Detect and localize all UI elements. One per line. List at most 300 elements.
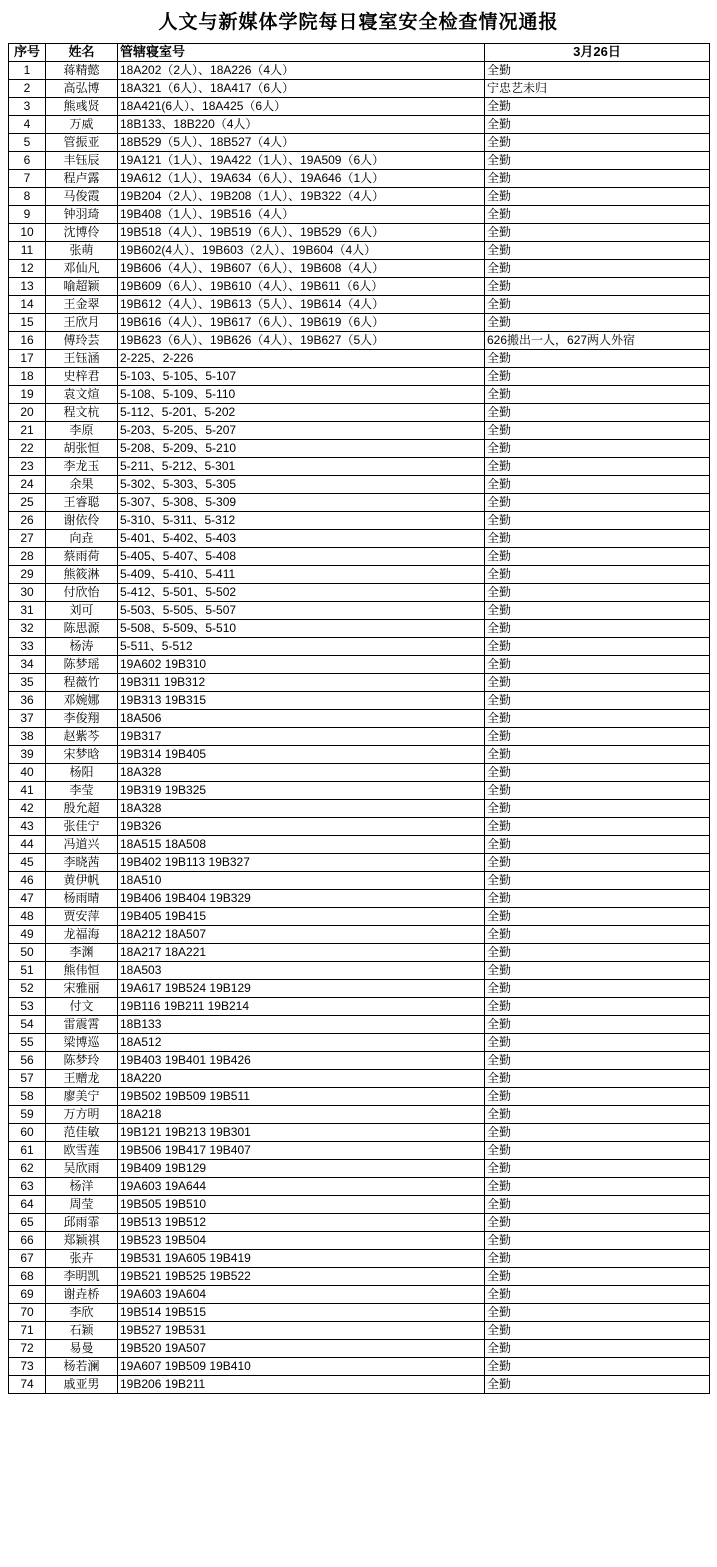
cell-name: 陈思源	[46, 619, 118, 637]
cell-index: 19	[9, 385, 46, 403]
cell-name: 蒋精懿	[46, 61, 118, 79]
table-row	[9, 1321, 710, 1339]
cell-name: 管振亚	[46, 133, 118, 151]
cell-rooms: 5-405、5-407、5-408	[118, 547, 485, 565]
cell-status: 全勤	[485, 853, 710, 871]
cell-status: 全勤	[485, 1303, 710, 1321]
cell-name: 张卉	[46, 1249, 118, 1267]
cell-status: 全勤	[485, 799, 710, 817]
table-row	[9, 1357, 710, 1375]
cell-rooms: 5-401、5-402、5-403	[118, 529, 485, 547]
table-row	[9, 313, 710, 331]
table-row	[9, 709, 710, 727]
cell-rooms: 19B606（4人）、19B607（6人）、19B608（4人）	[118, 259, 485, 277]
cell-status: 全勤	[485, 673, 710, 691]
table-row	[9, 133, 710, 151]
cell-status: 全勤	[485, 115, 710, 133]
cell-status: 全勤	[485, 223, 710, 241]
cell-name: 沈博伶	[46, 223, 118, 241]
cell-status: 全勤	[485, 691, 710, 709]
cell-name: 王欣月	[46, 313, 118, 331]
table-row	[9, 853, 710, 871]
column-header-index: 序号	[9, 43, 46, 61]
cell-rooms: 19B311 19B312	[118, 673, 485, 691]
cell-name: 李渊	[46, 943, 118, 961]
cell-rooms: 19B121 19B213 19B301	[118, 1123, 485, 1141]
page-title: 人文与新媒体学院每日寝室安全检查情况通报	[158, 12, 559, 33]
cell-name: 熊彧贤	[46, 97, 118, 115]
table-row	[9, 1159, 710, 1177]
cell-index: 5	[9, 133, 46, 151]
cell-name: 钟羽琦	[46, 205, 118, 223]
cell-status: 全勤	[485, 745, 710, 763]
table-row	[9, 115, 710, 133]
cell-index: 45	[9, 853, 46, 871]
cell-status: 全勤	[485, 763, 710, 781]
table-row	[9, 79, 710, 97]
cell-index: 49	[9, 925, 46, 943]
cell-index: 26	[9, 511, 46, 529]
cell-rooms: 18A328	[118, 763, 485, 781]
cell-status: 全勤	[485, 601, 710, 619]
cell-status: 全勤	[485, 187, 710, 205]
table-row	[9, 745, 710, 763]
cell-index: 74	[9, 1375, 46, 1393]
cell-rooms: 5-302、5-303、5-305	[118, 475, 485, 493]
cell-rooms: 5-511、5-512	[118, 637, 485, 655]
table-row	[9, 691, 710, 709]
cell-rooms: 19B502 19B509 19B511	[118, 1087, 485, 1105]
cell-status: 全勤	[485, 871, 710, 889]
table-row	[9, 151, 710, 169]
cell-index: 6	[9, 151, 46, 169]
cell-index: 15	[9, 313, 46, 331]
cell-status: 全勤	[485, 1141, 710, 1159]
cell-name: 王赠龙	[46, 1069, 118, 1087]
cell-status: 全勤	[485, 421, 710, 439]
cell-index: 70	[9, 1303, 46, 1321]
cell-index: 68	[9, 1267, 46, 1285]
cell-rooms: 18A503	[118, 961, 485, 979]
cell-name: 史梓君	[46, 367, 118, 385]
table-header	[9, 43, 710, 61]
table-row	[9, 511, 710, 529]
table-row	[9, 1249, 710, 1267]
cell-rooms: 19B612（4人）、19B613（5人）、19B614（4人）	[118, 295, 485, 313]
cell-rooms: 18A328	[118, 799, 485, 817]
cell-rooms: 5-307、5-308、5-309	[118, 493, 485, 511]
cell-rooms: 19B616（4人）、19B617（6人）、19B619（6人）	[118, 313, 485, 331]
table-row	[9, 1177, 710, 1195]
cell-status: 全勤	[485, 781, 710, 799]
cell-name: 杨若澜	[46, 1357, 118, 1375]
table-row	[9, 817, 710, 835]
cell-name: 欧雪莲	[46, 1141, 118, 1159]
cell-index: 51	[9, 961, 46, 979]
table-row	[9, 997, 710, 1015]
dorm-inspection-table	[8, 43, 710, 1394]
cell-name: 马俊霞	[46, 187, 118, 205]
table-row	[9, 421, 710, 439]
cell-name: 程卢露	[46, 169, 118, 187]
table-row	[9, 403, 710, 421]
cell-status: 626搬出一人，627两人外宿	[485, 331, 710, 349]
cell-index: 41	[9, 781, 46, 799]
cell-status: 全勤	[485, 1123, 710, 1141]
cell-name: 吴欣雨	[46, 1159, 118, 1177]
cell-name: 殷允超	[46, 799, 118, 817]
cell-rooms: 19B623（6人）、19B626（4人）、19B627（5人）	[118, 331, 485, 349]
cell-index: 42	[9, 799, 46, 817]
cell-index: 18	[9, 367, 46, 385]
table-row	[9, 673, 710, 691]
table-row	[9, 295, 710, 313]
table-row	[9, 763, 710, 781]
cell-index: 36	[9, 691, 46, 709]
cell-name: 张佳宁	[46, 817, 118, 835]
cell-status: 全勤	[485, 1375, 710, 1393]
table-row	[9, 619, 710, 637]
cell-name: 王金翠	[46, 295, 118, 313]
cell-name: 石颖	[46, 1321, 118, 1339]
cell-status: 全勤	[485, 61, 710, 79]
cell-status: 全勤	[485, 385, 710, 403]
cell-index: 61	[9, 1141, 46, 1159]
cell-index: 62	[9, 1159, 46, 1177]
cell-index: 12	[9, 259, 46, 277]
table-row	[9, 907, 710, 925]
cell-status: 全勤	[485, 727, 710, 745]
cell-status: 全勤	[485, 655, 710, 673]
cell-status: 全勤	[485, 277, 710, 295]
cell-rooms: 18A218	[118, 1105, 485, 1123]
cell-name: 杨雨晴	[46, 889, 118, 907]
cell-status: 全勤	[485, 925, 710, 943]
table-row	[9, 241, 710, 259]
cell-rooms: 5-103、5-105、5-107	[118, 367, 485, 385]
cell-rooms: 5-203、5-205、5-207	[118, 421, 485, 439]
cell-name: 梁博巡	[46, 1033, 118, 1051]
cell-name: 范佳敏	[46, 1123, 118, 1141]
table-row	[9, 457, 710, 475]
table-row	[9, 961, 710, 979]
cell-index: 63	[9, 1177, 46, 1195]
cell-rooms: 19B527 19B531	[118, 1321, 485, 1339]
cell-rooms: 19B602(4人）、19B603（2人）、19B604（4人）	[118, 241, 485, 259]
cell-name: 谢依伶	[46, 511, 118, 529]
table-row	[9, 223, 710, 241]
cell-index: 31	[9, 601, 46, 619]
cell-index: 73	[9, 1357, 46, 1375]
cell-rooms: 19B505 19B510	[118, 1195, 485, 1213]
cell-status: 全勤	[485, 979, 710, 997]
table-row	[9, 187, 710, 205]
cell-status: 全勤	[485, 1285, 710, 1303]
cell-rooms: 5-310、5-311、5-312	[118, 511, 485, 529]
cell-rooms: 18A212 18A507	[118, 925, 485, 943]
table-row	[9, 655, 710, 673]
cell-index: 57	[9, 1069, 46, 1087]
cell-rooms: 19B521 19B525 19B522	[118, 1267, 485, 1285]
table-row	[9, 61, 710, 79]
cell-status: 全勤	[485, 1339, 710, 1357]
table-row	[9, 547, 710, 565]
cell-index: 38	[9, 727, 46, 745]
table-row	[9, 1375, 710, 1393]
cell-index: 50	[9, 943, 46, 961]
cell-rooms: 5-503、5-505、5-507	[118, 601, 485, 619]
cell-status: 全勤	[485, 1195, 710, 1213]
table-row	[9, 565, 710, 583]
table-row	[9, 601, 710, 619]
cell-index: 7	[9, 169, 46, 187]
cell-rooms: 19B204（2人）、19B208（1人）、19B322（4人）	[118, 187, 485, 205]
table-row	[9, 1123, 710, 1141]
table-header-row	[9, 43, 710, 61]
table-row	[9, 1069, 710, 1087]
cell-name: 陈梦玲	[46, 1051, 118, 1069]
cell-status: 全勤	[485, 637, 710, 655]
cell-name: 袁文煊	[46, 385, 118, 403]
cell-name: 冯道兴	[46, 835, 118, 853]
cell-name: 丰钰辰	[46, 151, 118, 169]
cell-rooms: 19B402 19B113 19B327	[118, 853, 485, 871]
cell-name: 程薇竹	[46, 673, 118, 691]
cell-rooms: 19B206 19B211	[118, 1375, 485, 1393]
cell-status: 全勤	[485, 961, 710, 979]
table-row	[9, 925, 710, 943]
cell-index: 40	[9, 763, 46, 781]
cell-status: 全勤	[485, 241, 710, 259]
cell-status: 全勤	[485, 1267, 710, 1285]
cell-status: 全勤	[485, 1087, 710, 1105]
cell-rooms: 5-108、5-109、5-110	[118, 385, 485, 403]
cell-name: 周莹	[46, 1195, 118, 1213]
cell-name: 李莹	[46, 781, 118, 799]
cell-status: 全勤	[485, 403, 710, 421]
cell-index: 16	[9, 331, 46, 349]
cell-name: 张萌	[46, 241, 118, 259]
cell-index: 46	[9, 871, 46, 889]
cell-name: 李俊翔	[46, 709, 118, 727]
cell-name: 刘可	[46, 601, 118, 619]
cell-rooms: 18A202（2人）、18A226（4人）	[118, 61, 485, 79]
cell-rooms: 19A607 19B509 19B410	[118, 1357, 485, 1375]
cell-status: 全勤	[485, 367, 710, 385]
cell-name: 宋雅丽	[46, 979, 118, 997]
cell-index: 39	[9, 745, 46, 763]
cell-rooms: 18B133、18B220（4人）	[118, 115, 485, 133]
cell-name: 李欣	[46, 1303, 118, 1321]
table-row	[9, 637, 710, 655]
cell-index: 29	[9, 565, 46, 583]
cell-rooms: 19B326	[118, 817, 485, 835]
cell-rooms: 18A421(6人）、18A425（6人）	[118, 97, 485, 115]
cell-name: 郑颖祺	[46, 1231, 118, 1249]
cell-index: 54	[9, 1015, 46, 1033]
cell-name: 胡张恒	[46, 439, 118, 457]
cell-index: 67	[9, 1249, 46, 1267]
cell-index: 43	[9, 817, 46, 835]
table-row	[9, 871, 710, 889]
cell-status: 全勤	[485, 709, 710, 727]
cell-name: 杨阳	[46, 763, 118, 781]
cell-status: 全勤	[485, 1051, 710, 1069]
cell-rooms: 18A515 18A508	[118, 835, 485, 853]
cell-rooms: 19B518（4人）、19B519（6人）、19B529（6人）	[118, 223, 485, 241]
cell-index: 35	[9, 673, 46, 691]
cell-index: 24	[9, 475, 46, 493]
cell-status: 全勤	[485, 1321, 710, 1339]
cell-index: 3	[9, 97, 46, 115]
table-row	[9, 1213, 710, 1231]
cell-status: 全勤	[485, 547, 710, 565]
cell-status: 全勤	[485, 943, 710, 961]
cell-name: 谢垚桥	[46, 1285, 118, 1303]
cell-rooms: 18A220	[118, 1069, 485, 1087]
cell-index: 59	[9, 1105, 46, 1123]
cell-name: 戚亚男	[46, 1375, 118, 1393]
cell-rooms: 5-112、5-201、5-202	[118, 403, 485, 421]
cell-status: 全勤	[485, 475, 710, 493]
cell-name: 易曼	[46, 1339, 118, 1357]
cell-rooms: 18A321（6人）、18A417（6人）	[118, 79, 485, 97]
cell-rooms: 18B529（5人）、18B527（4人）	[118, 133, 485, 151]
cell-index: 4	[9, 115, 46, 133]
cell-index: 13	[9, 277, 46, 295]
cell-index: 58	[9, 1087, 46, 1105]
cell-name: 熊伟恒	[46, 961, 118, 979]
cell-index: 55	[9, 1033, 46, 1051]
column-header-status: 3月26日	[485, 43, 710, 61]
cell-name: 付欣怡	[46, 583, 118, 601]
cell-name: 傅玲芸	[46, 331, 118, 349]
cell-index: 48	[9, 907, 46, 925]
cell-rooms: 18A217 18A221	[118, 943, 485, 961]
cell-index: 64	[9, 1195, 46, 1213]
cell-status: 全勤	[485, 1069, 710, 1087]
cell-index: 9	[9, 205, 46, 223]
cell-name: 杨涛	[46, 637, 118, 655]
table-row	[9, 1033, 710, 1051]
cell-name: 万威	[46, 115, 118, 133]
cell-rooms: 19B403 19B401 19B426	[118, 1051, 485, 1069]
cell-name: 赵紫芩	[46, 727, 118, 745]
cell-status: 全勤	[485, 1231, 710, 1249]
table-row	[9, 439, 710, 457]
table-row	[9, 1087, 710, 1105]
cell-name: 邓仙凡	[46, 259, 118, 277]
cell-index: 69	[9, 1285, 46, 1303]
cell-name: 杨洋	[46, 1177, 118, 1195]
table-row	[9, 97, 710, 115]
cell-rooms: 19B506 19B417 19B407	[118, 1141, 485, 1159]
cell-name: 向垚	[46, 529, 118, 547]
table-row	[9, 1231, 710, 1249]
table-body	[9, 61, 710, 1393]
cell-name: 高弘博	[46, 79, 118, 97]
cell-status: 全勤	[485, 1249, 710, 1267]
cell-status: 全勤	[485, 457, 710, 475]
cell-status: 全勤	[485, 835, 710, 853]
cell-rooms: 19A603 19A604	[118, 1285, 485, 1303]
cell-rooms: 18A512	[118, 1033, 485, 1051]
cell-index: 22	[9, 439, 46, 457]
cell-status: 全勤	[485, 889, 710, 907]
cell-status: 全勤	[485, 1159, 710, 1177]
cell-index: 23	[9, 457, 46, 475]
cell-index: 27	[9, 529, 46, 547]
cell-status: 全勤	[485, 1357, 710, 1375]
cell-rooms: 18A510	[118, 871, 485, 889]
cell-name: 龙福海	[46, 925, 118, 943]
table-row	[9, 1285, 710, 1303]
cell-name: 王钰涵	[46, 349, 118, 367]
cell-status: 全勤	[485, 169, 710, 187]
cell-rooms: 5-211、5-212、5-301	[118, 457, 485, 475]
cell-name: 黄伊帆	[46, 871, 118, 889]
table-row	[9, 331, 710, 349]
cell-index: 53	[9, 997, 46, 1015]
cell-name: 邱雨霏	[46, 1213, 118, 1231]
cell-index: 17	[9, 349, 46, 367]
table-row	[9, 1015, 710, 1033]
table-row	[9, 583, 710, 601]
cell-name: 万方明	[46, 1105, 118, 1123]
cell-name: 李晓茜	[46, 853, 118, 871]
cell-index: 8	[9, 187, 46, 205]
cell-rooms: 18B133	[118, 1015, 485, 1033]
cell-index: 14	[9, 295, 46, 313]
cell-rooms: 19A612（1人）、19A634（6人）、19A646（1人）	[118, 169, 485, 187]
table-row	[9, 349, 710, 367]
cell-index: 44	[9, 835, 46, 853]
table-row	[9, 529, 710, 547]
cell-rooms: 19B319 19B325	[118, 781, 485, 799]
cell-rooms: 19B406 19B404 19B329	[118, 889, 485, 907]
cell-index: 32	[9, 619, 46, 637]
cell-rooms: 19B514 19B515	[118, 1303, 485, 1321]
cell-rooms: 19A121（1人）、19A422（1人）、19A509（6人）	[118, 151, 485, 169]
cell-index: 56	[9, 1051, 46, 1069]
cell-status: 全勤	[485, 511, 710, 529]
cell-index: 71	[9, 1321, 46, 1339]
cell-status: 全勤	[485, 529, 710, 547]
cell-name: 程文杭	[46, 403, 118, 421]
table-row	[9, 835, 710, 853]
cell-rooms: 18A506	[118, 709, 485, 727]
cell-rooms: 2-225、2-226	[118, 349, 485, 367]
cell-index: 34	[9, 655, 46, 673]
table-row	[9, 1051, 710, 1069]
cell-name: 付文	[46, 997, 118, 1015]
cell-rooms: 5-508、5-509、5-510	[118, 619, 485, 637]
table-row	[9, 205, 710, 223]
cell-status: 全勤	[485, 205, 710, 223]
cell-status: 全勤	[485, 817, 710, 835]
cell-status: 全勤	[485, 259, 710, 277]
cell-status: 全勤	[485, 313, 710, 331]
table-row	[9, 1339, 710, 1357]
cell-index: 28	[9, 547, 46, 565]
cell-status: 宁忠艺未归	[485, 79, 710, 97]
cell-index: 60	[9, 1123, 46, 1141]
cell-index: 20	[9, 403, 46, 421]
cell-index: 72	[9, 1339, 46, 1357]
cell-rooms: 19B313 19B315	[118, 691, 485, 709]
cell-name: 熊筱淋	[46, 565, 118, 583]
cell-index: 30	[9, 583, 46, 601]
